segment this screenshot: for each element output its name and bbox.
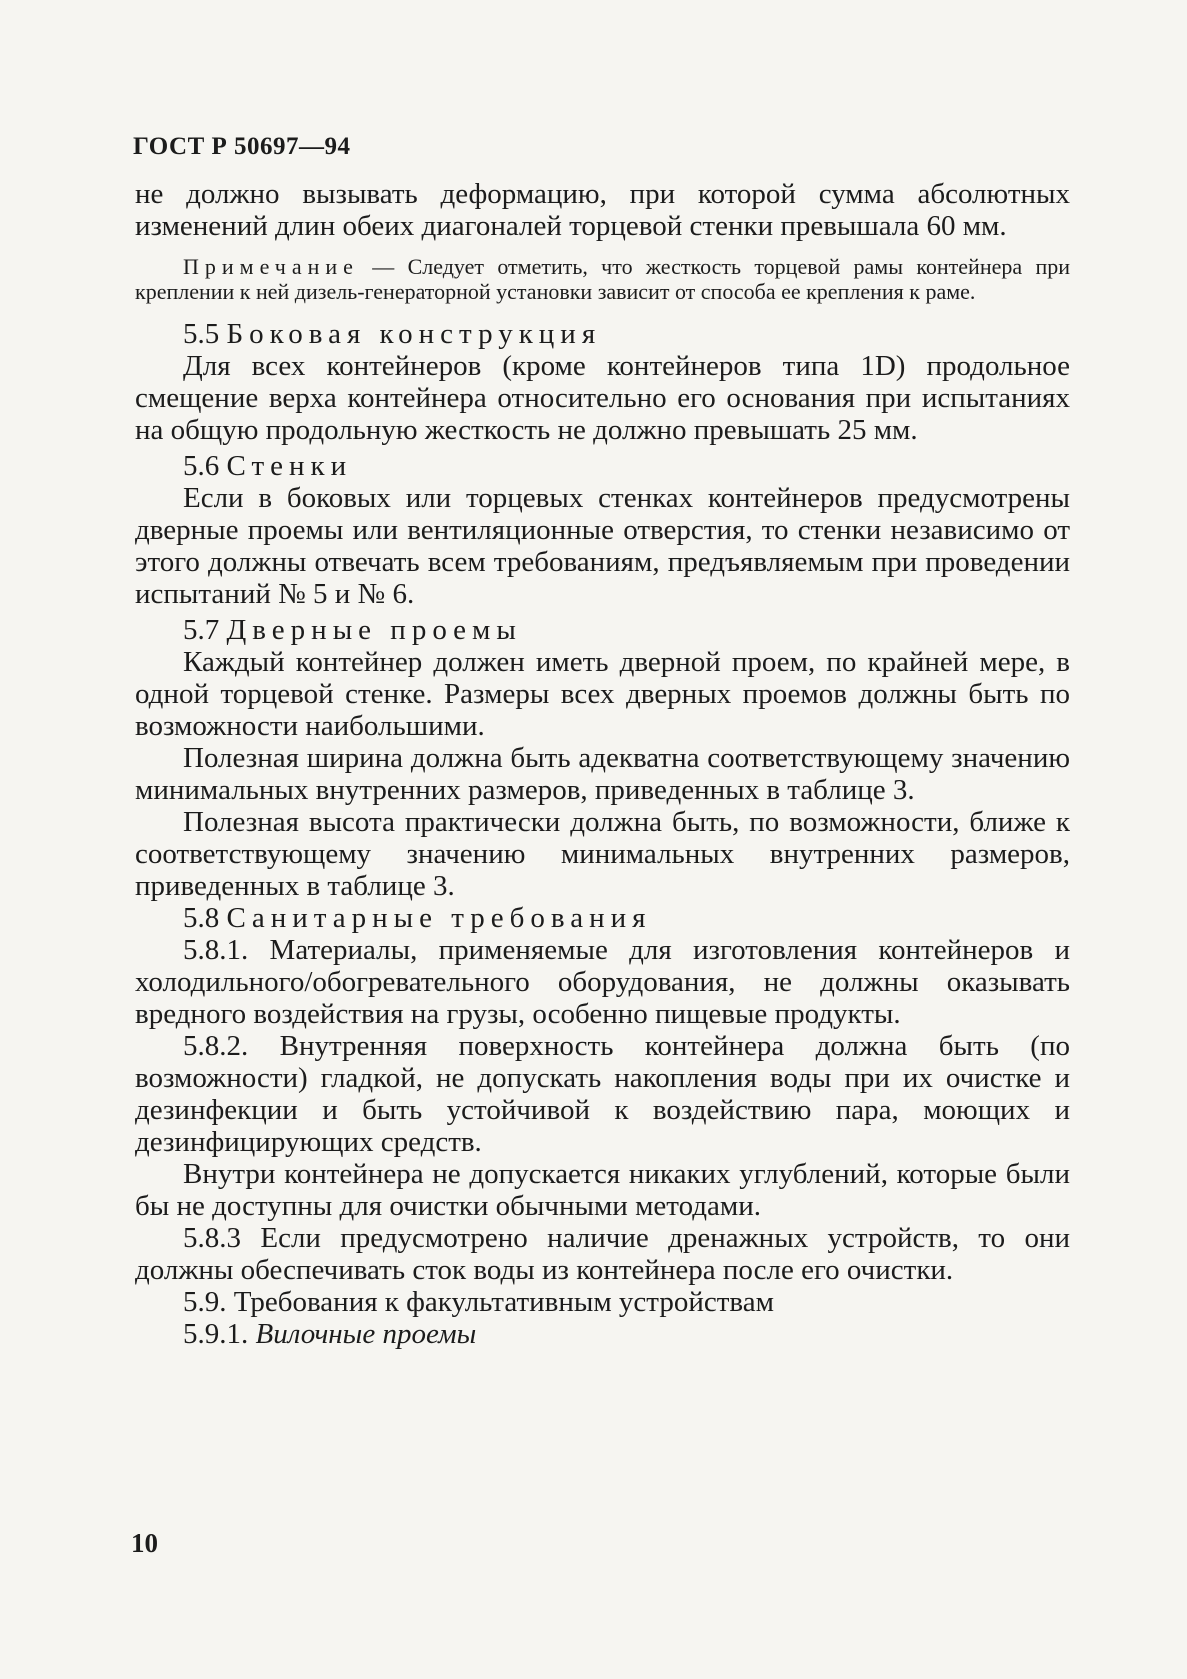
section-5-5-text: Для всех контейнеров (кроме контейнеров типа 1D) продольное смещение верха контейнера относительно его основания при испытаниях на общую продольную жесткость не должно превышать 25 мм. — [135, 350, 1070, 446]
section-5-9-heading — [135, 1286, 1070, 1318]
note-block — [135, 254, 1070, 304]
section-title: Стенки — [226, 450, 353, 482]
section-title: Дверные проемы — [226, 614, 522, 646]
page-number: 10 — [131, 1528, 158, 1558]
section-5-7-para-2: Полезная ширина должна быть адекватна соответствующему значению минимальных внутренних размеров, приведенных в таблице 3. — [135, 742, 1070, 806]
section-number: 5.6 — [183, 450, 220, 482]
section-5-7-para-3: Полезная высота практически должна быть, по возможности, ближе к соответствующему значению минимальных внутренних размеров, приведенных в таблице 3. — [135, 806, 1070, 902]
section-number: 5.5 — [183, 318, 220, 350]
note-label: Примечание — [183, 254, 359, 279]
section-5-5-heading — [135, 318, 1070, 350]
section-5-7-para-1: Каждый контейнер должен иметь дверной проем, по крайней мере, в одной торцевой стенке. Размеры всех дверных проемов должны быть по возможности наибольшими. — [135, 646, 1070, 742]
section-5-9-1-heading — [135, 1318, 1070, 1350]
section-5-8-heading — [135, 902, 1070, 934]
section-5-8-2-cont: Внутри контейнера не допускается никаких углублений, которые были бы не доступны для очистки обычными методами. — [135, 1158, 1070, 1222]
subsection-title: Вилочные проемы — [255, 1318, 477, 1350]
section-5-6-heading — [135, 450, 1070, 482]
note-text: — Следует отметить, что жесткость торцевой рамы контейнера при креплении к ней дизель-генераторной установки зависит от способа ее крепления к раме. — [135, 254, 1070, 304]
document-header: ГОСТ Р 50697—94 — [133, 133, 351, 160]
section-title: Боковая конструкция — [226, 318, 602, 350]
section-number: 5.9. — [183, 1286, 227, 1318]
section-5-8-2: 5.8.2. Внутренняя поверхность контейнера должна быть (по возможности) гладкой, не допускать накопления воды при их очистке и дезинфекции и быть устойчивой к воздействию пара, моющих и дезинфицирующих средств. — [135, 1030, 1070, 1158]
subsection-number: 5.9.1. — [183, 1318, 249, 1350]
section-5-8-1: 5.8.1. Материалы, применяемые для изготовления контейнеров и холодильного/обогревательного оборудования, не должны оказывать вредного воздействия на грузы, особенно пищевые продукты. — [135, 934, 1070, 1030]
section-5-8-3: 5.8.3 Если предусмотрено наличие дренажных устройств, то они должны обеспечивать сток воды из контейнера после его очистки. — [135, 1222, 1070, 1286]
section-5-7-heading — [135, 614, 1070, 646]
document-body — [135, 178, 1070, 1350]
section-title: Санитарные требования — [226, 902, 652, 934]
section-5-6-text: Если в боковых или торцевых стенках контейнеров предусмотрены дверные проемы или вентиляционные отверстия, то стенки независимо от этого должны отвечать всем требованиям, предъявляемым при проведении испытаний № 5 и № 6. — [135, 482, 1070, 610]
paragraph-intro: не должно вызывать деформацию, при которой сумма абсолютных изменений длин обеих диагоналей торцевой стенки превышала 60 мм. — [135, 178, 1070, 242]
section-number: 5.7 — [183, 614, 220, 646]
section-title: Требования к факультативным устройствам — [233, 1286, 774, 1318]
section-number: 5.8 — [183, 902, 220, 934]
